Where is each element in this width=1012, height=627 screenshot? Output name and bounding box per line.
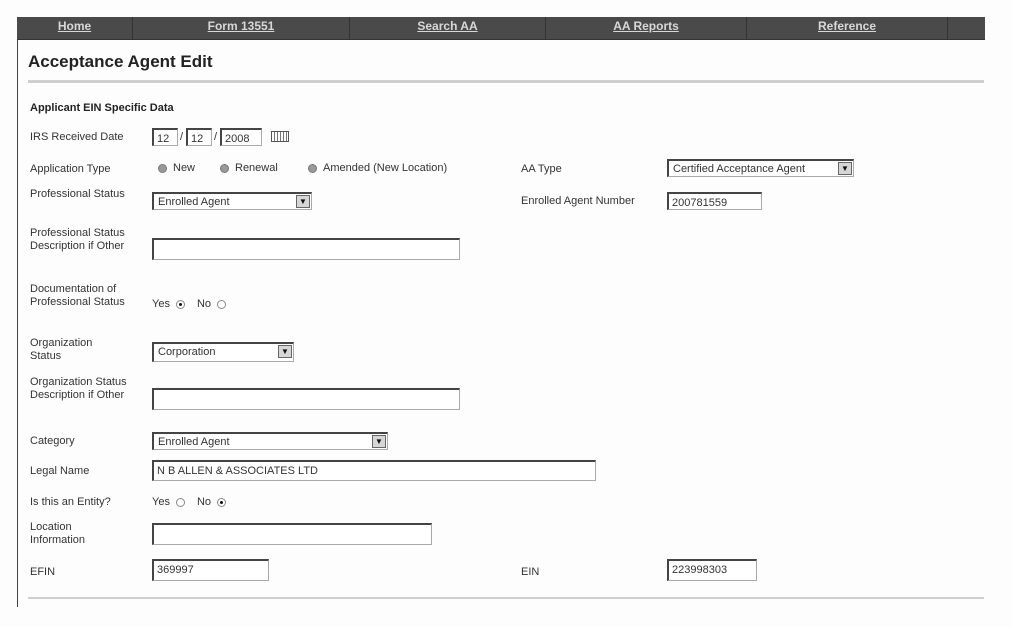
- aa-type-select[interactable]: [667, 159, 854, 177]
- application-type-amended-label: Amended (New Location): [323, 162, 448, 174]
- nav-aa-reports[interactable]: AA Reports: [546, 17, 747, 39]
- organization-status-value: Corporation: [158, 346, 216, 358]
- professional-status-label: Professional Status: [30, 188, 125, 200]
- documentation-yes-radio[interactable]: [176, 300, 185, 309]
- professional-status-description-label: Professional Status Description if Other: [30, 227, 125, 252]
- irs-date-month-input[interactable]: 12: [152, 128, 178, 146]
- divider: [28, 597, 984, 599]
- location-information-label: Location Information: [30, 521, 86, 546]
- chevron-down-icon[interactable]: ▼: [372, 435, 386, 448]
- documentation-no-label: No: [196, 298, 212, 310]
- application-type-amended-radio[interactable]: [308, 164, 317, 173]
- application-type-renewal-radio[interactable]: [220, 164, 229, 173]
- legal-name-input[interactable]: N B ALLEN & ASSOCIATES LTD: [152, 460, 596, 481]
- nav-search-aa[interactable]: Search AA: [350, 17, 546, 39]
- enrolled-agent-number-label: Enrolled Agent Number: [521, 195, 635, 207]
- professional-status-select[interactable]: [152, 192, 312, 210]
- date-separator: /: [214, 131, 218, 143]
- documentation-label: Documentation of Professional Status: [30, 283, 125, 308]
- efin-input[interactable]: 369997: [152, 559, 269, 581]
- organization-status-label: Organization Status: [30, 337, 93, 362]
- location-information-input[interactable]: [152, 523, 432, 545]
- category-select[interactable]: [152, 432, 388, 450]
- page-title: Acceptance Agent Edit: [28, 52, 213, 71]
- irs-date-day-input[interactable]: 12: [186, 128, 212, 146]
- irs-date-year-input[interactable]: 2008: [220, 128, 262, 146]
- chevron-down-icon[interactable]: ▼: [296, 195, 310, 208]
- chevron-down-icon[interactable]: ▼: [838, 162, 852, 175]
- enrolled-agent-number-input[interactable]: 200781559: [667, 192, 762, 210]
- efin-label: EFIN: [30, 566, 56, 578]
- calendar-icon[interactable]: [271, 131, 289, 142]
- is-entity-no-label: No: [196, 496, 212, 508]
- organization-status-select[interactable]: [152, 342, 294, 362]
- application-type-new-label: New: [173, 162, 196, 174]
- date-separator: /: [180, 131, 184, 143]
- is-entity-label: Is this an Entity?: [30, 496, 111, 508]
- application-type-renewal-label: Renewal: [235, 162, 278, 174]
- professional-status-description-input[interactable]: [152, 238, 460, 260]
- legal-name-label: Legal Name: [30, 465, 90, 477]
- is-entity-no-radio[interactable]: [217, 498, 226, 507]
- top-nav: [17, 17, 985, 40]
- nav-reference[interactable]: Reference: [747, 17, 948, 39]
- ein-input[interactable]: 223998303: [667, 559, 757, 581]
- nav-home[interactable]: Home: [17, 17, 133, 39]
- aa-type-label: AA Type: [521, 163, 562, 175]
- aa-type-value: Certified Acceptance Agent: [673, 163, 806, 175]
- nav-form-13551[interactable]: Form 13551: [133, 17, 350, 39]
- application-type-new-radio[interactable]: [158, 164, 167, 173]
- organization-status-description-input[interactable]: [152, 388, 460, 410]
- category-label: Category: [30, 435, 75, 447]
- professional-status-value: Enrolled Agent: [158, 196, 230, 208]
- organization-status-description-label: Organization Status Description if Other: [30, 376, 127, 401]
- chevron-down-icon[interactable]: ▼: [278, 345, 292, 358]
- documentation-no-radio[interactable]: [217, 300, 226, 309]
- is-entity-yes-label: Yes: [152, 496, 170, 508]
- section-title: Applicant EIN Specific Data: [30, 102, 174, 114]
- ein-label: EIN: [521, 566, 540, 578]
- irs-received-date-label: IRS Received Date: [30, 131, 124, 143]
- documentation-yes-label: Yes: [152, 298, 170, 310]
- application-type-label: Application Type: [30, 163, 111, 175]
- category-value: Enrolled Agent: [158, 436, 230, 448]
- is-entity-yes-radio[interactable]: [176, 498, 185, 507]
- divider: [28, 80, 984, 83]
